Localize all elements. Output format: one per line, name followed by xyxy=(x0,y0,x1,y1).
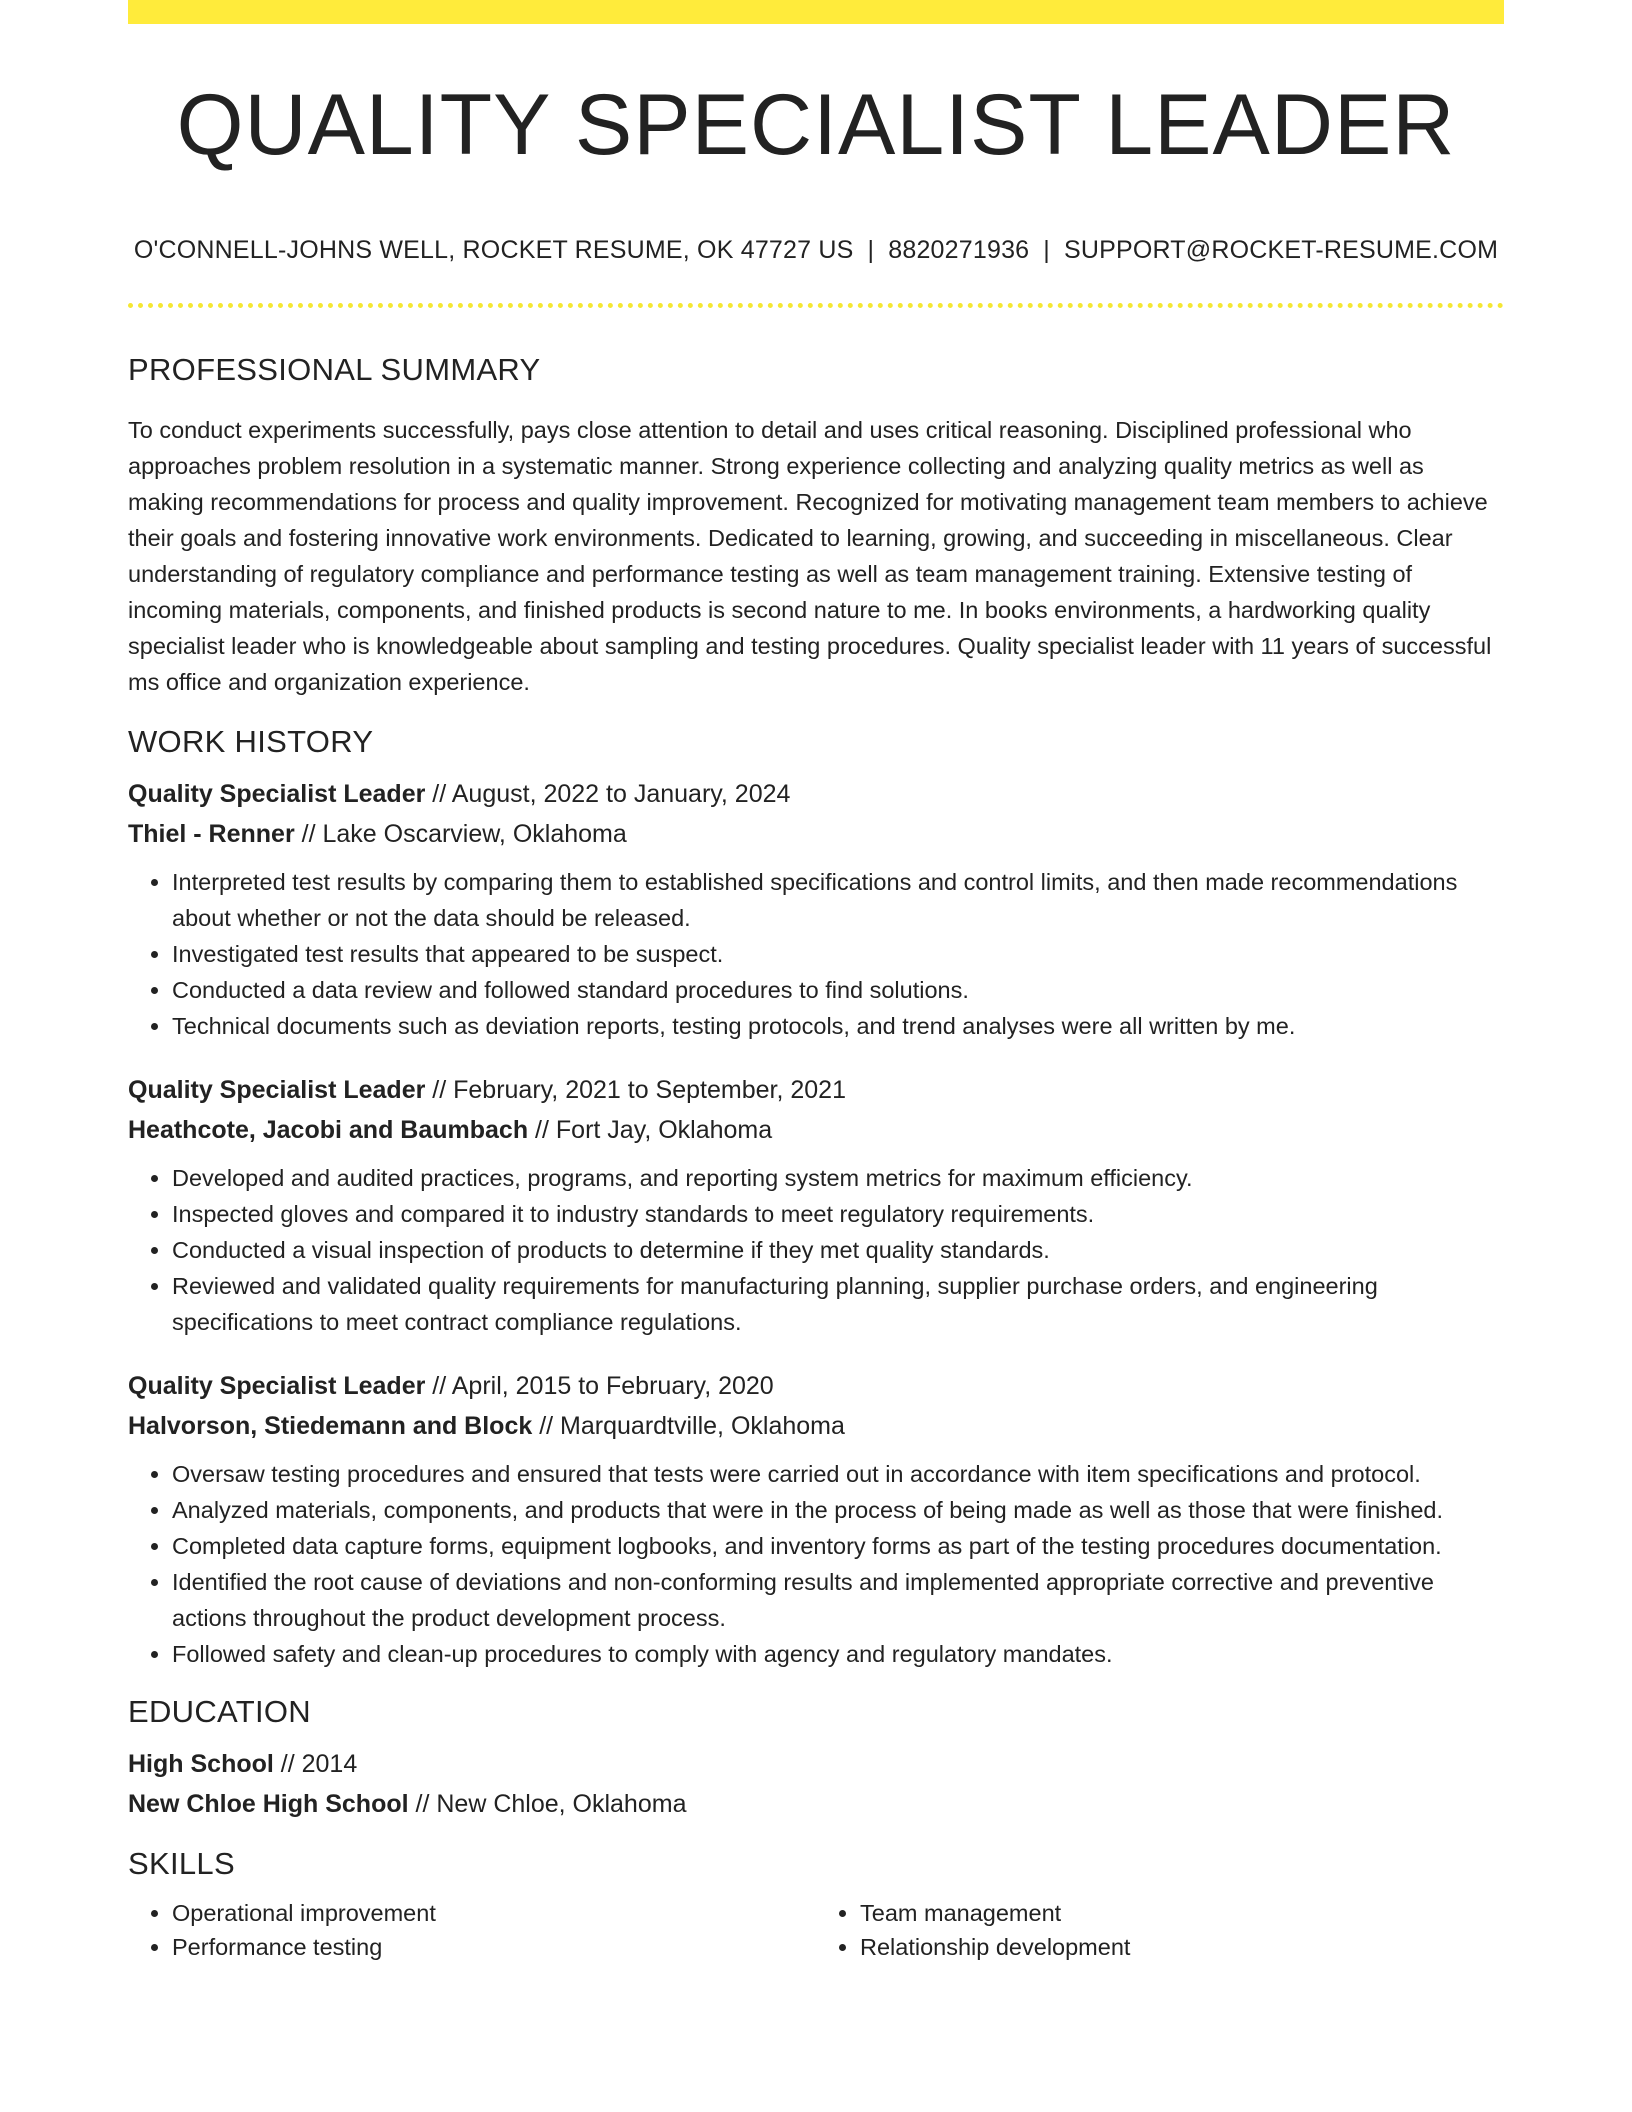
contact-line xyxy=(128,236,1504,265)
job-bullets xyxy=(128,1456,1504,1672)
job-dates: // February, 2021 to September, 2021 xyxy=(425,1075,846,1104)
job-bullet: • Analyzed materials, components, and products that were in the process of being made as well as those that were finished. xyxy=(172,1492,1504,1528)
education-entry xyxy=(128,1744,1504,1824)
skills-list-right xyxy=(816,1896,1504,1964)
skills-list-left xyxy=(128,1896,816,1964)
job-role: Quality Specialist Leader xyxy=(128,779,426,808)
job-bullet: • Completed data capture forms, equipment logbooks, and inventory forms as part of the testing procedures documentation. xyxy=(172,1528,1504,1564)
job-bullet: • Developed and audited practices, programs, and reporting system metrics for maximum efficiency. xyxy=(172,1160,1504,1196)
job-company-line xyxy=(128,814,1504,854)
job-company: Halvorson, Stiedemann and Block xyxy=(128,1411,533,1440)
summary-text: To conduct experiments successfully, pays close attention to detail and uses critical reasoning. Disciplined professional who approaches problem resolution in a systematic manner. Strong experience collecting and analyzing quality metrics as well as making recommendations for process and quality improvement. Recognized for motivating management team members to achieve their goals and fostering innovative work environments. Dedicated to learning, growing, and succeeding in miscellaneous. Clear understanding of regulatory compliance and performance testing as well as team management training. Extensive testing of incoming materials, components, and finished products is second nature to me. In books environments, a hardworking quality specialist leader who is knowledgeable about sampling and testing procedures. Quality specialist leader with 11 years of successful ms office and organization experience. xyxy=(128,417,1492,696)
resume-name: QUALITY SPECIALIST LEADER xyxy=(176,77,1456,173)
job-title-line xyxy=(128,1366,1504,1406)
skill-item: • Relationship development xyxy=(860,1930,1504,1964)
job-bullet: • Interpreted test results by comparing them to established specifications and control limits, and then made recommendations about whether or not the data should be released. xyxy=(172,864,1504,936)
contact-email: SUPPORT@ROCKET-RESUME.COM xyxy=(1063,236,1499,265)
education-location: // New Chloe, Oklahoma xyxy=(408,1789,687,1818)
section-title-education: EDUCATION xyxy=(128,1693,311,1729)
job-role: Quality Specialist Leader xyxy=(128,1075,426,1104)
education-degree: High School xyxy=(128,1749,274,1778)
job-location: // Lake Oscarview, Oklahoma xyxy=(294,819,627,848)
skill-item: • Team management xyxy=(860,1896,1504,1930)
job-entry xyxy=(128,774,1504,1044)
job-entry xyxy=(128,1070,1504,1340)
skill-item: • Performance testing xyxy=(172,1930,816,1964)
job-bullet: • Oversaw testing procedures and ensured that tests were carried out in accordance with item specifications and protocol. xyxy=(172,1456,1504,1492)
job-bullet: • Technical documents such as deviation reports, testing protocols, and trend analyses were all written by me. xyxy=(172,1008,1504,1044)
job-bullet: • Investigated test results that appeared to be suspect. xyxy=(172,936,1504,972)
contact-phone: 8820271936 xyxy=(888,236,1030,265)
job-dates: // August, 2022 to January, 2024 xyxy=(425,779,791,808)
contact-address: O'CONNELL-JOHNS WELL, ROCKET RESUME, OK 47727 US xyxy=(133,236,854,265)
job-role: Quality Specialist Leader xyxy=(128,1371,426,1400)
skill-item: • Operational improvement xyxy=(172,1896,816,1930)
job-bullet: • Identified the root cause of deviations and non-conforming results and implemented appropriate corrective and preventive actions throughout the product development process. xyxy=(172,1564,1504,1636)
education-school-line xyxy=(128,1784,1504,1824)
job-bullet: • Reviewed and validated quality requirements for manufacturing planning, supplier purchase orders, and engineering specifications to meet contract compliance regulations. xyxy=(172,1268,1504,1340)
job-bullets xyxy=(128,864,1504,1044)
job-bullet: • Followed safety and clean-up procedures to comply with agency and regulatory mandates. xyxy=(172,1636,1504,1672)
job-bullet: • Conducted a data review and followed standard procedures to find solutions. xyxy=(172,972,1504,1008)
job-location: // Fort Jay, Oklahoma xyxy=(528,1115,773,1144)
job-location: // Marquardtville, Oklahoma xyxy=(532,1411,845,1440)
job-title-line xyxy=(128,774,1504,814)
contact-separator: | xyxy=(1043,236,1050,265)
section-title-summary: PROFESSIONAL SUMMARY xyxy=(128,352,541,388)
job-title-line xyxy=(128,1070,1504,1110)
education-year: // 2014 xyxy=(273,1749,358,1778)
skills-columns xyxy=(128,1896,1504,1964)
section-title-skills: SKILLS xyxy=(128,1845,235,1881)
accent-top-bar xyxy=(128,0,1504,24)
education-degree-line xyxy=(128,1744,1504,1784)
job-dates: // April, 2015 to February, 2020 xyxy=(425,1371,774,1400)
job-entry xyxy=(128,1366,1504,1672)
education-school: New Chloe High School xyxy=(128,1789,409,1818)
job-bullet: • Conducted a visual inspection of products to determine if they met quality standards. xyxy=(172,1232,1504,1268)
job-company-line xyxy=(128,1110,1504,1150)
contact-separator: | xyxy=(867,236,875,265)
resume-page xyxy=(128,0,1504,1964)
job-company-line xyxy=(128,1406,1504,1446)
job-bullets xyxy=(128,1160,1504,1340)
job-company: Thiel - Renner xyxy=(128,819,295,848)
job-bullet: • Inspected gloves and compared it to industry standards to meet regulatory requirements. xyxy=(172,1196,1504,1232)
dotted-divider xyxy=(128,303,1504,308)
section-title-work-history: WORK HISTORY xyxy=(128,723,374,759)
job-company: Heathcote, Jacobi and Baumbach xyxy=(128,1115,529,1144)
